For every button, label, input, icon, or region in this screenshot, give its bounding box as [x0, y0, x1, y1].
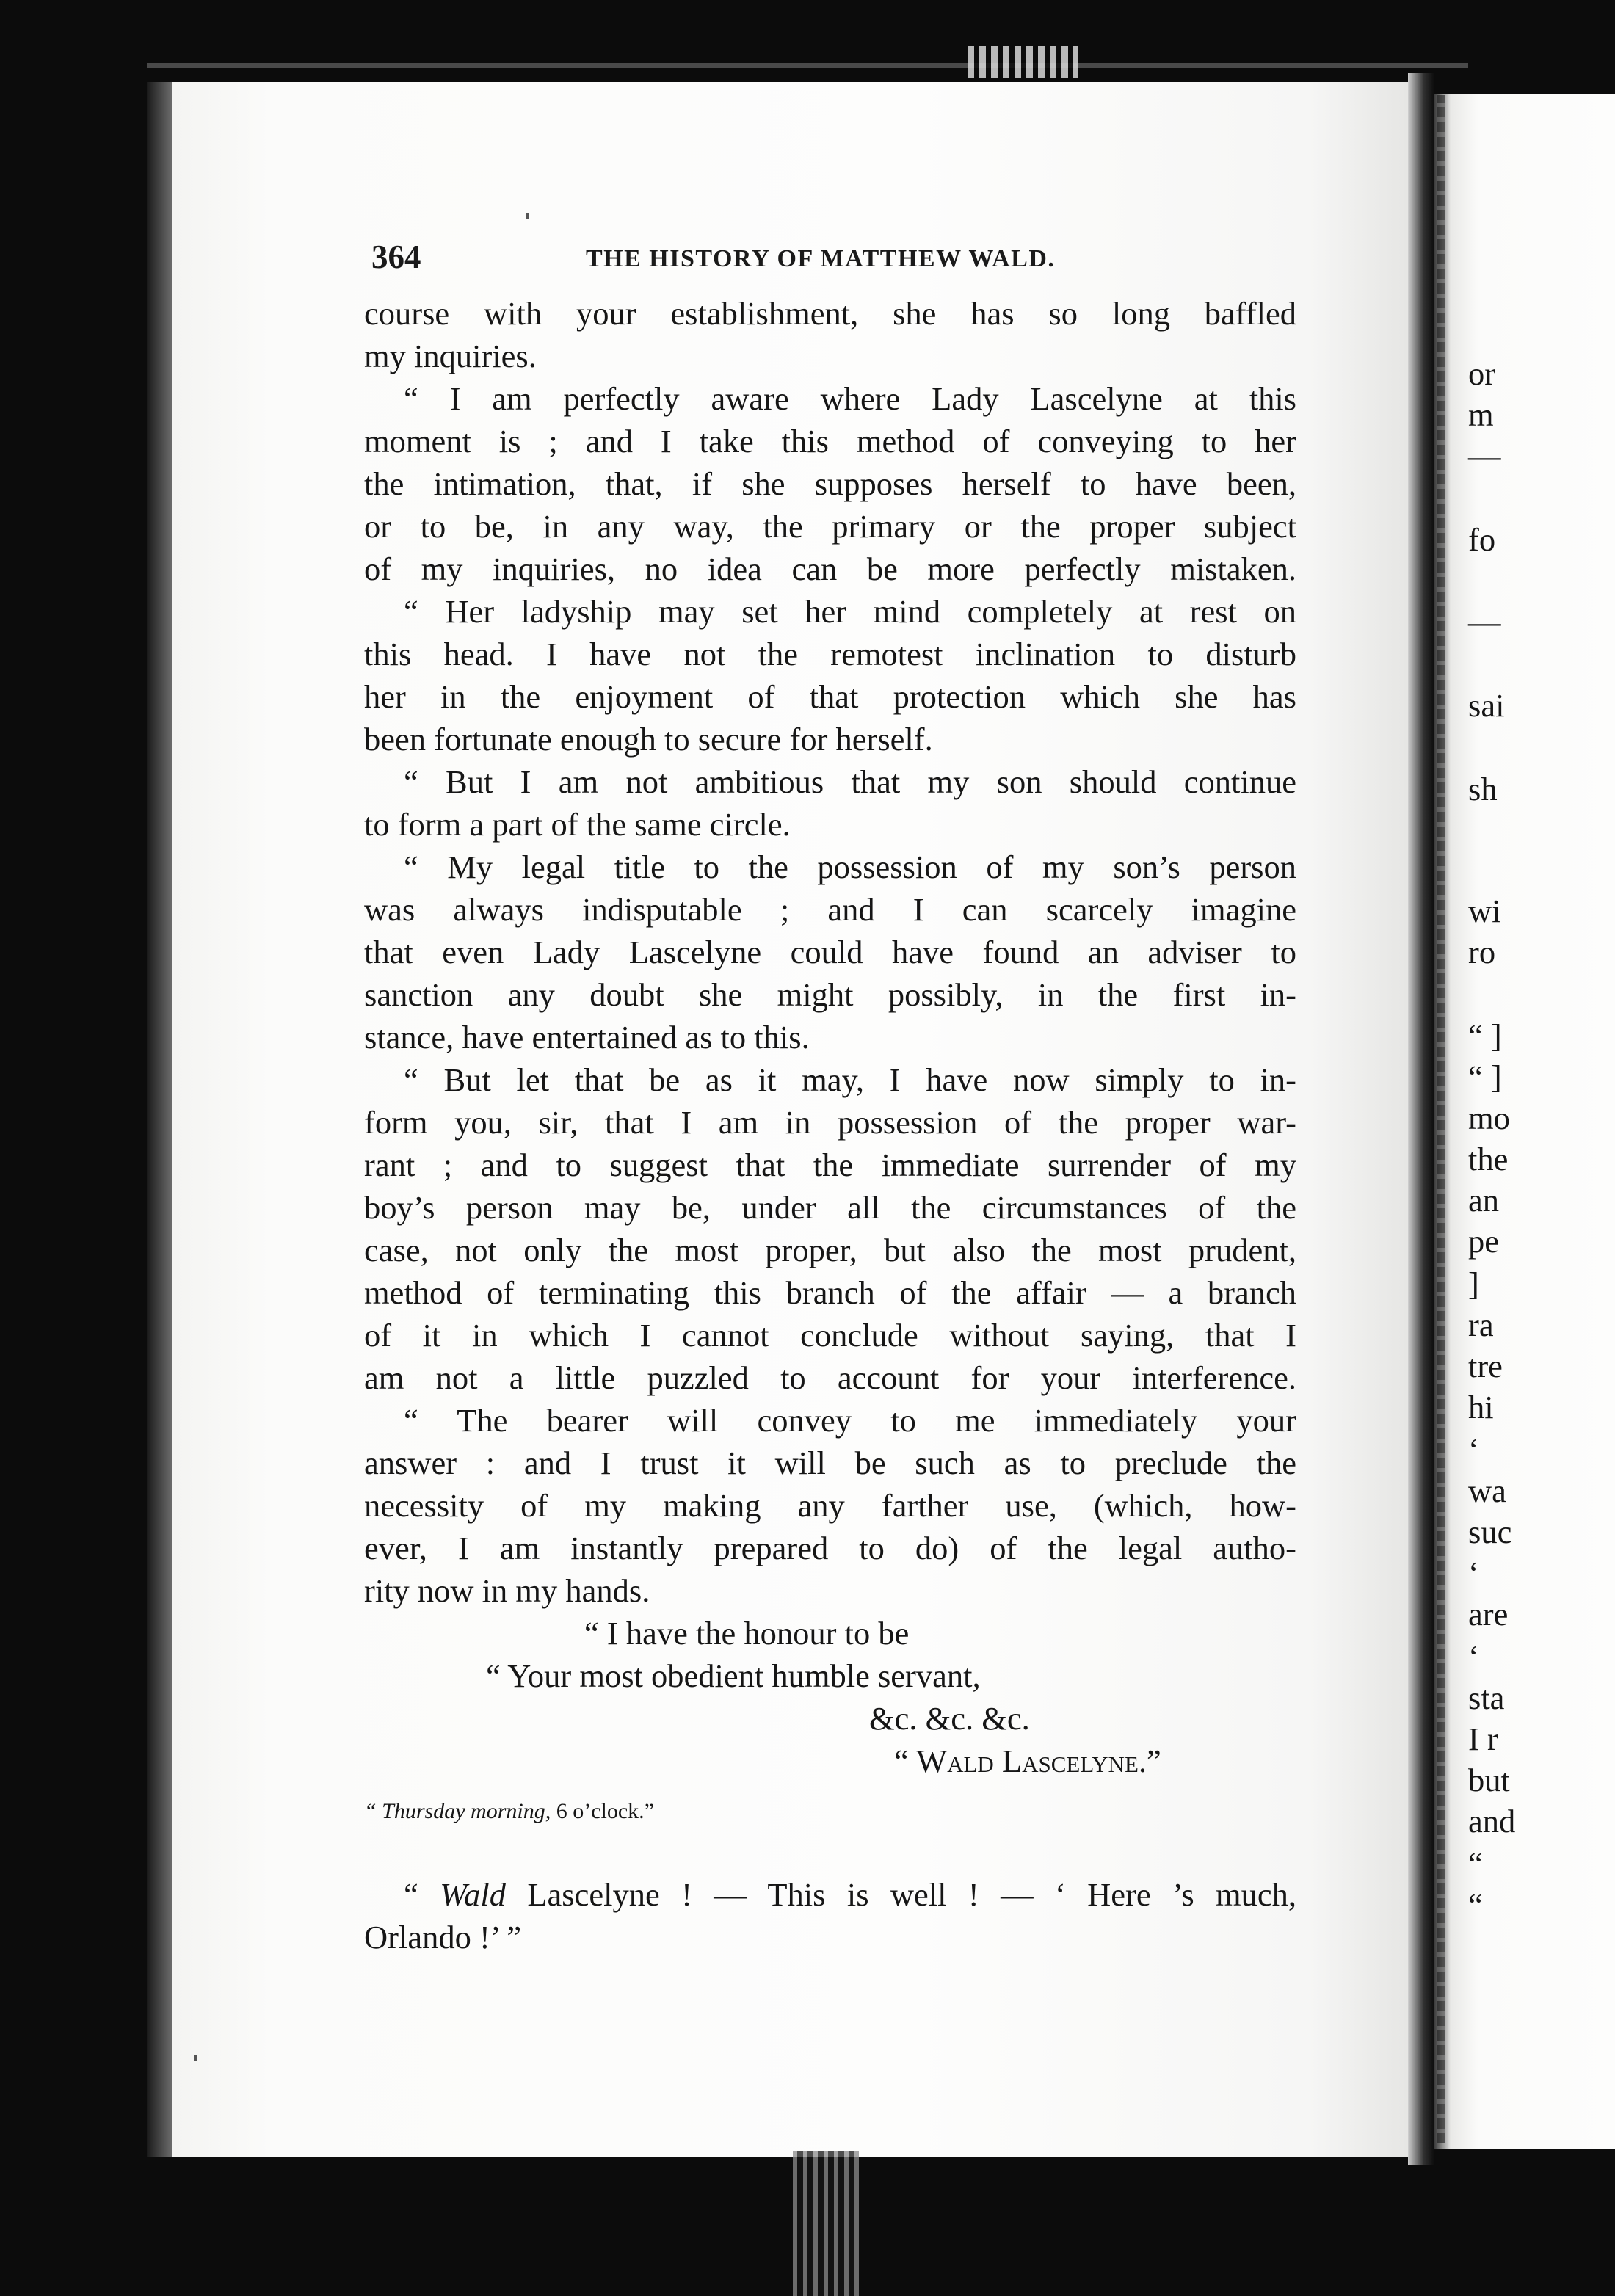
stray-ink-mark — [526, 213, 529, 219]
right-page-fragment: wi — [1468, 893, 1501, 929]
right-page-fragment: I r — [1468, 1721, 1498, 1757]
body-line: the intimation, that, if she supposes herself to have been, — [364, 465, 1296, 502]
top-edge-marking — [968, 46, 1078, 78]
right-page-fragment: and — [1468, 1803, 1516, 1839]
blank-gap — [364, 1831, 1296, 1873]
final-line-rest: Lascelyne ! — This is well ! — ‘ Here ’s much, — [527, 1876, 1297, 1913]
final-italic-name: Wald — [440, 1876, 506, 1913]
right-page-fragment: fo — [1468, 521, 1496, 558]
stray-ink-mark — [194, 2055, 197, 2061]
right-page-fragment: ‘ — [1468, 1431, 1479, 1468]
right-page-fragment: “ — [1468, 1845, 1483, 1882]
closing-etc: &c. &c. &c. — [869, 1700, 1030, 1737]
right-page-fragment: ro — [1468, 934, 1496, 970]
body-line: sanction any doubt she might possibly, in the first in- — [364, 976, 1296, 1013]
body-line: form you, sir, that I am in possession of the proper war- — [364, 1104, 1296, 1141]
right-page-fragment: the — [1468, 1141, 1509, 1177]
right-page-fragment: — — [1468, 437, 1501, 474]
body-line: boy’s person may be, under all the circumstances of the — [364, 1189, 1296, 1226]
right-page-fragment: are — [1468, 1596, 1509, 1632]
body-line: or to be, in any way, the primary or the proper subject — [364, 508, 1296, 545]
right-page-fragment: m — [1468, 396, 1494, 433]
final-paragraph-line — [364, 1873, 1296, 1916]
body-line: method of terminating this branch of the affair — a branch — [364, 1274, 1296, 1311]
right-page-fragment: suc — [1468, 1514, 1512, 1550]
body-line: “ But I am not ambitious that my son should continue — [404, 763, 1296, 800]
right-page-fragment: “ ] — [1468, 1017, 1502, 1054]
bottom-edge-marking — [793, 2151, 859, 2296]
right-page-fragment: an — [1468, 1182, 1500, 1218]
body-line: “ I am perfectly aware where Lady Lascelyne at this — [404, 380, 1296, 417]
right-page-fragment: pe — [1468, 1223, 1500, 1260]
right-page-fragment: “ — [1468, 1886, 1483, 1923]
right-page-fragment: “ ] — [1468, 1058, 1502, 1095]
body-line: of my inquiries, no idea can be more perfectly mistaken. — [364, 551, 1296, 587]
right-page-fragment: sta — [1468, 1679, 1505, 1716]
final-open-quote: “ — [404, 1876, 418, 1913]
page-number: 364 — [371, 239, 421, 275]
body-line: stance, have entertained as to this. — [364, 1019, 810, 1056]
body-line: that even Lady Lascelyne could have found an adviser to — [364, 934, 1296, 970]
top-page-edge — [147, 63, 1468, 68]
signature-text: “ Wald Lascelyne.” — [894, 1743, 1161, 1779]
right-page-fragment: but — [1468, 1762, 1510, 1798]
right-page-fragment: ] — [1468, 1265, 1479, 1302]
body-line: been fortunate enough to secure for herself. — [364, 721, 933, 758]
body-line: moment is ; and I take this method of conveying to her — [364, 423, 1296, 459]
signature — [364, 1740, 1296, 1782]
right-page-fragment: mo — [1468, 1100, 1510, 1136]
right-page-fragment: sh — [1468, 771, 1498, 807]
body-paragraphs — [364, 292, 1296, 1612]
right-page-fragment: ‘ — [1468, 1555, 1479, 1591]
postscript-day: “ Thursday morning, — [364, 1799, 551, 1823]
closing-line: “ Your most obedient humble servant, — [486, 1657, 981, 1694]
body-line: this head. I have not the remotest inclination to disturb — [364, 636, 1296, 672]
body-line: “ Her ladyship may set her mind completely at rest on — [404, 593, 1296, 630]
running-header — [371, 236, 1326, 282]
body-line: of it in which I cannot conclude without saying, that I — [364, 1317, 1296, 1354]
postscript-dateline — [364, 1792, 1296, 1831]
body-line: her in the enjoyment of that protection which she has — [364, 678, 1296, 715]
body-line: necessity of my making any farther use, (which, how- — [364, 1487, 1296, 1524]
body-line: rant ; and to suggest that the immediate surrender of my — [364, 1147, 1296, 1183]
right-page-text-fragments — [1468, 0, 1615, 2296]
page-text-block — [364, 292, 1296, 1958]
body-line: am not a little puzzled to account for your interference. — [364, 1359, 1296, 1396]
body-line: case, not only the most proper, but also the most prudent, — [364, 1232, 1296, 1268]
right-page-fragment: ‘ — [1468, 1638, 1479, 1675]
body-line: “ The bearer will convey to me immediately your — [404, 1402, 1296, 1439]
body-line: course with your establishment, she has so long baffled — [364, 295, 1296, 332]
body-line: rity now in my hands. — [364, 1572, 650, 1609]
book-gutter — [1408, 73, 1434, 2165]
body-line: was always indisputable ; and I can scarcely imagine — [364, 891, 1296, 928]
right-page-fragment: — — [1468, 603, 1501, 640]
body-line: ever, I am instantly prepared to do) of the legal autho- — [364, 1530, 1296, 1566]
body-line: to form a part of the same circle. — [364, 806, 791, 843]
right-page-fragment: sai — [1468, 687, 1505, 724]
right-page-fragment: ra — [1468, 1307, 1494, 1343]
right-page-fragment: or — [1468, 355, 1496, 392]
body-line: “ My legal title to the possession of my son’s person — [404, 849, 1296, 885]
closing-line: “ I have the honour to be — [584, 1615, 910, 1652]
right-page-fragment: wa — [1468, 1472, 1506, 1509]
running-title: THE HISTORY OF MATTHEW WALD. — [586, 245, 1056, 272]
body-line: answer : and I trust it will be such as to preclude the — [364, 1445, 1296, 1481]
right-page-fragment: hi — [1468, 1389, 1494, 1425]
body-line: my inquiries. — [364, 338, 537, 374]
body-line: “ But let that be as it may, I have now simply to in- — [404, 1061, 1296, 1098]
final-paragraph-line-2: Orlando !’ ” — [364, 1919, 522, 1955]
right-page-fragment: tre — [1468, 1348, 1503, 1384]
postscript-time: 6 o’clock.” — [556, 1799, 654, 1823]
right-page-edge — [1437, 95, 1445, 2143]
